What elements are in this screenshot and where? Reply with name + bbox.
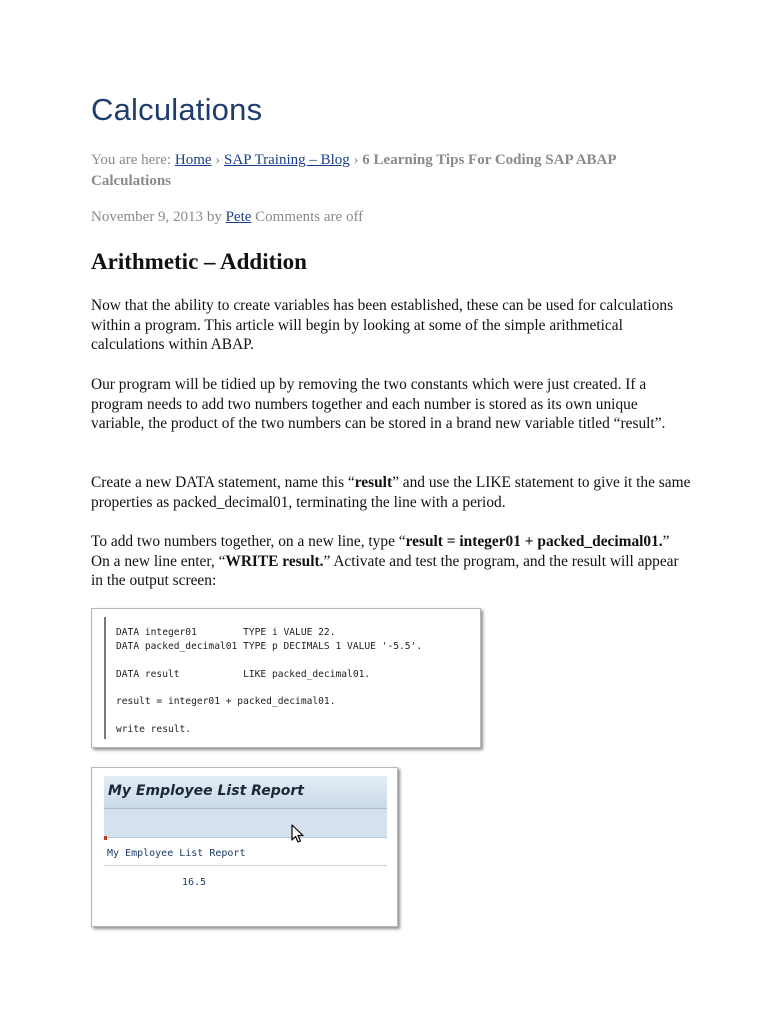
post-date: November 9, 2013 (91, 209, 204, 225)
sap-output-header: My Employee List Report (107, 848, 246, 859)
breadcrumb-current: 6 Learning Tips For Coding SAP ABAP Calculations (91, 152, 616, 189)
post-meta (91, 209, 363, 226)
page-title: Calculations (91, 92, 263, 127)
article-heading: Arithmetic – Addition (91, 249, 307, 274)
breadcrumb-blog-link[interactable]: SAP Training – Blog (224, 152, 350, 168)
p3-bold-result: result (354, 474, 393, 491)
red-marker (104, 836, 107, 840)
p4-text-e: ” Activate and test the program, and the result will appear in the output screen: (91, 552, 679, 590)
p4-text-c: ” On a new line enter, “ (91, 533, 670, 570)
article-paragraph-3 (91, 473, 691, 512)
author-link[interactable]: Pete (225, 209, 252, 225)
editor-gutter (104, 617, 106, 739)
breadcrumb-separator: › (215, 152, 221, 168)
breadcrumb (91, 150, 691, 192)
sap-output-value: 16.5 (182, 877, 207, 888)
code-line: DATA integer01 TYPE i VALUE 22. (116, 627, 336, 638)
code-line: result = integer01 + packed_decimal01. (116, 696, 336, 707)
p3-text-c: ” and use the LIKE statement to give it the same properties as packed_decimal01, terminating the line with a period. (91, 474, 691, 511)
sap-output-divider (104, 865, 387, 866)
code-line: write result. (116, 724, 192, 735)
p4-bold-statement: result = integer01 + packed_decimal01. (405, 533, 663, 550)
output-screenshot (91, 767, 398, 927)
p4-bold-write: WRITE result. (225, 552, 324, 570)
article-paragraph-1: Now that the ability to create variables has been established, these can be used for calculations within a program. This article will begin by looking at some of the simple arithmetical calculations within ABAP. (91, 297, 674, 354)
mouse-pointer-icon (291, 824, 305, 844)
post-by: by (206, 209, 222, 225)
code-screenshot (91, 608, 481, 748)
code-line: DATA packed_decimal01 TYPE p DECIMALS 1 VALUE '-5.5'. (116, 641, 423, 652)
article-paragraph-4 (91, 532, 691, 591)
breadcrumb-home-link[interactable]: Home (174, 152, 212, 168)
breadcrumb-prefix: You are here: (91, 152, 172, 168)
sap-toolbar (104, 809, 387, 838)
sap-report-title: My Employee List Report (108, 783, 304, 799)
article-paragraph-2: Our program will be tidied up by removing the two constants which were just created. If a program needs to add two numbers together and each number is stored as its own unique variable, the product of the two numbers can be stored in a brand new variable titled “result”. (91, 376, 666, 433)
p3-text-a: Create a new DATA statement, name this “ (91, 474, 355, 491)
comments-status: Comments are off (255, 209, 364, 225)
breadcrumb-separator: › (353, 152, 359, 168)
code-line: DATA result LIKE packed_decimal01. (116, 669, 371, 680)
p4-text-a: To add two numbers together, on a new line, type “ (91, 533, 406, 550)
